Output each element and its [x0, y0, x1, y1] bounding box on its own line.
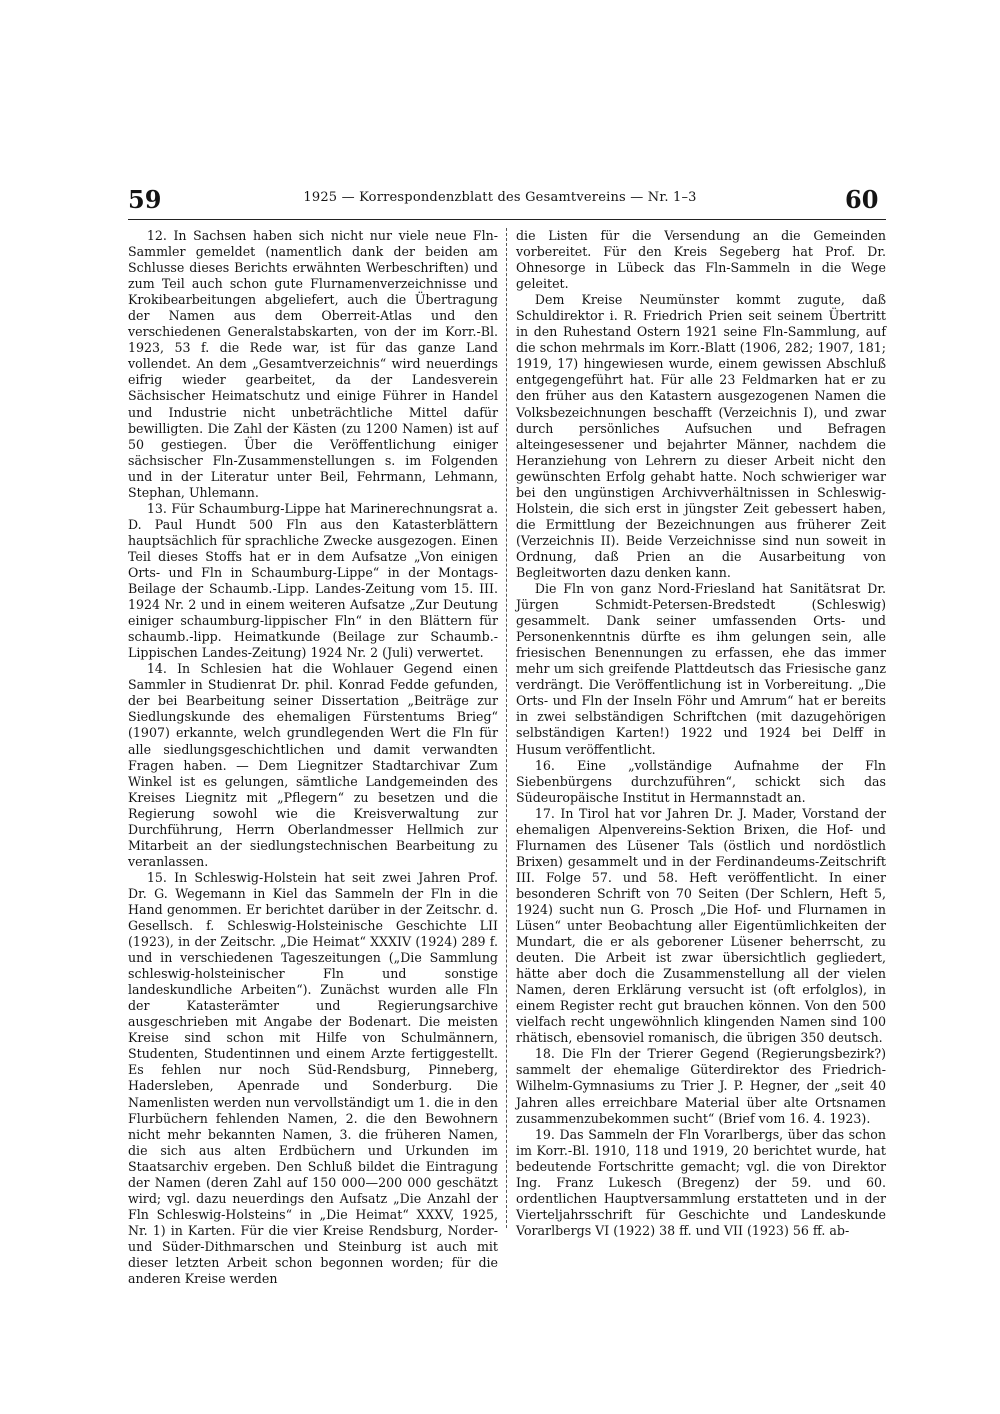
paragraph-16-siebenbuergen: 16. Eine „vollständige Aufnahme der Fln Siebenbürgens durchzuführen“, schickt sich das Südeuropäische Institut in Hermannstadt an. — [516, 757, 886, 805]
paragraph-17-tirol: 17. In Tirol hat vor Jahren Dr. J. Mader, Vorstand der ehemaligen Alpenvereins-Sektion Brixen, die Hof- und Flurnamen des Lüsener Tals (östlich und nordöstlich Brixen) gesammelt und in der Ferdinandeums-Zeitschrift III. Folge 57. und 58. Heft veröffentlicht. In einer besonderen Schrift von 70 Seiten (Der Schlern, Heft 5, 1924) sucht nun G. Prosch „Die Hof- und Flurnamen in Lüsen“ unter Beobachtung aller Eigentümlichkeiten der Mundart, die er als geborener Lüsener beherrscht, zu deuten. Die Arbeit ist zwar übersichtlich gegliedert, hätte aber doch die Zusammenstellung all der vielen Namen, deren Erklärung versucht ist (oft erfolglos), in einem Register recht gut brauchen können. Von den 500 vielfach recht ungewöhnlich klingenden Namen sind 100 rhätisch, ebensoviel romanisch, die übrigen 350 deutsch. — [516, 805, 886, 1046]
paragraph-13-schaumburg-lippe: 13. Für Schaumburg-Lippe hat Marinerechnungsrat a. D. Paul Hundt 500 Fln aus den Katasterblättern hauptsächlich für sprachliche Zwecke ausgezogen. Einen Teil dieses Stoffs hat er in dem Aufsatze „Von einigen Orts- und Fln in Schaumburg-Lippe“ in der Montags-Beilage der Schaumb.-Lipp. Landes-Zeitung vom 15. III. 1924 Nr. 2 und in einem weiteren Aufsatze „Zur Deutung einiger schaumburg-lippischer Fln“ in den Blättern für schaumb.-lipp. Heimatkunde (Beilage zur Schaumb.-Lippischen Landes-Zeitung) 1924 Nr. 2 (Juli) verwertet. — [128, 500, 498, 661]
column-divider — [506, 228, 507, 1228]
page-number-left: 59 — [128, 185, 162, 214]
page-number-right: 60 — [845, 185, 879, 214]
paragraph-12-sachsen: 12. In Sachsen haben sich nicht nur viele neue Fln-Sammler gemeldet (namentlich dank der beiden am Schlusse dieses Berichts erwähnten Werbeschriften) und zum Teil auch schon gute Flurnamenverzeichnisse und Krokibearbeitungen abgeliefert, auch die Übertragung der Namen aus dem Oberreit-Atlas und den verschiedenen Generalstabskarten, von der im Korr.-Bl. 1923, 53 f. die Rede war, ist für das ganze Land vollendet. An dem „Gesamtverzeichnis“ wird neuerdings eifrig wieder gearbeitet, da der Landesverein Sächsischer Heimatschutz und einige Führer in Handel und Industrie nicht unbeträchtliche Mittel dafür bewilligten. Die Zahl der Kästen (zu 1200 Namen) ist auf 50 gestiegen. Über die Veröffentlichung einiger sächsischer Fln-Zusammenstellungen s. im Folgenden und in der Literatur unter Beil, Fehrmann, Lehmann, Stephan, Uhlemann. — [128, 228, 498, 500]
left-column — [128, 228, 498, 1287]
paragraph-15-continued: die Listen für die Versendung an die Gemeinden vorbereitet. Für den Kreis Segeberg hat Prof. Dr. Ohnesorge in Lübeck das Fln-Sammeln in die Wege geleitet. — [516, 228, 886, 292]
paragraph-19-vorarlberg: 19. Das Sammeln der Fln Vorarlbergs, über das schon im Korr.-Bl. 1910, 118 und 1919, 20 berichtet wurde, hat bedeutende Fortschritte gemacht; vgl. die von Direktor Ing. Franz Lukesch (Bregenz) der 59. und 60. ordentlichen Hauptversammlung erstatteten und in der Vierteljahrsschrift für Geschichte und Landeskunde Vorarlbergs VI (1922) 38 ff. und VII (1923) 56 ff. ab- — [516, 1126, 886, 1238]
header-rule — [128, 219, 886, 220]
paragraph-15-schleswig-holstein: 15. In Schleswig-Holstein hat seit zwei Jahren Prof. Dr. G. Wegemann in Kiel das Sammeln der Fln in die Hand genommen. Er berichtet darüber in der Zeitschr. d. Gesellsch. f. Schleswig-Holsteinische Geschichte LII (1923), in der Zeitschr. „Die Heimat“ XXXIV (1924) 289 f. und in verschiedenen Tageszeitungen („Die Sammlung schleswig-holsteinischer Fln und sonstige landeskundliche Arbeiten“). Zunächst wurden alle Fln der Katasterämter und Regierungsarchive ausgeschrieben mit Angabe der Bodenart. Die meisten Kreise sind schon mit Hilfe von Schulmännern, Studenten, Studentinnen und einem Arzte fertiggestellt. Es fehlen nur noch Süd-Rendsburg, Pinneberg, Hadersleben, Apenrade und Sonderburg. Die Namenlisten werden nun vervollständigt um 1. die in den Flurbüchern fehlenden Namen, 2. die den Bewohnern nicht mehr bekannten Namen, 3. die früheren Namen, die sich aus alten Erdbüchern und Urkunden im Staatsarchiv ergeben. Den Schluß bildet die Eintragung der Namen (deren Zahl auf 150 000—200 000 geschätzt wird; vgl. dazu neuerdings den Aufsatz „Die Anzahl der Fln Schleswig-Holsteins“ in „Die Heimat“ XXXV, 1925, Nr. 1) in Karten. Für die vier Kreise Rendsburg, Norder- und Süder-Dithmarschen und Steinburg ist auch mit dieser letzten Arbeit schon begonnen worden; für die anderen Kreise werden — [128, 869, 498, 1287]
paragraph-14-schlesien: 14. In Schlesien hat die Wohlauer Gegend einen Sammler in Studienrat Dr. phil. Konrad Fedde gefunden, der bei Bearbeitung seiner Dissertation „Beiträge zur Siedlungskunde des ehemaligen Fürstentums Brieg“ (1907) erkannte, welch grundlegenden Wert die Fln für alle siedlungsgeschichtlichen und damit verwandten Fragen haben. — Dem Liegnitzer Stadtarchivar Zum Winkel ist es gelungen, sämtliche Landgemeinden des Kreises Liegnitz mit „Pflegern“ zu besetzen und die Regierung sowohl wie die Kreisverwaltung zur Durchführung, Herrn Oberlandmesser Hellmich zur Mitarbeit an der siedlungstechnischen Bearbeitung zu veranlassen. — [128, 661, 498, 869]
running-head: 1925 — Korrespondenzblatt des Gesamtvereins — Nr. 1–3 — [303, 190, 697, 205]
paragraph-18-trier: 18. Die Fln der Trierer Gegend (Regierungsbezirk?) sammelt der ehemalige Güterdirektor des Friedrich-Wilhelm-Gymnasiums zu Trier J. P. Hegner, der „seit 40 Jahren alles erreichbare Material über alte Ortsnamen zusammenzubekommen sucht“ (Brief vom 16. 4. 1923). — [516, 1046, 886, 1126]
paragraph-nord-friesland: Die Fln von ganz Nord-Friesland hat Sanitätsrat Dr. Jürgen Schmidt-Petersen-Bredstedt (Schleswig) gesammelt. Dank seiner umfassenden Orts- und Personenkenntnis dürfte es ihm gelungen sein, alle friesischen Benennungen zu erfassen, ehe das immer mehr um sich greifende Plattdeutsch das Friesische ganz verdrängt. Die Veröffentlichung ist in Vorbereitung. „Die Orts- und Fln der Inseln Föhr und Amrum“ hat er bereits in zwei selbständigen Schriftchen (mit dazugehörigen selbständigen Karten!) 1922 und 1924 bei Delff in Husum veröffentlicht. — [516, 581, 886, 757]
right-column — [516, 228, 886, 1239]
paragraph-neumuenster: Dem Kreise Neumünster kommt zugute, daß Schuldirektor i. R. Friedrich Prien seit seinem Übertritt in den Ruhestand Ostern 1921 seine Fln-Sammlung, auf die schon mehrmals im Korr.-Blatt (1906, 282; 1907, 181; 1919, 17) hingewiesen wurde, einem gewissen Abschluß entgegengeführt hat. Für alle 23 Feldmarken hat er zu den früher aus den Katastern ausgezogenen Namen die Volksbezeichnungen beschafft (Verzeichnis I), und zwar durch persönliches Aufsuchen und Befragen alteingesessener und bejahrter Männer, nachdem die Heranziehung von Lehrern zu dieser Arbeit nicht den gewünschten Erfolg gehabt hatte. Noch schwieriger war bei den ungünstigen Archivverhältnissen in Schleswig-Holstein, die sich erst in jüngster Zeit gebessert haben, die Ermittlung der Bezeichnungen aus früherer Zeit (Verzeichnis II). Beide Verzeichnisse sind nun soweit in Ordnung, daß Prien an die Ausarbeitung von Begleitworten dazu denken kann. — [516, 292, 886, 580]
